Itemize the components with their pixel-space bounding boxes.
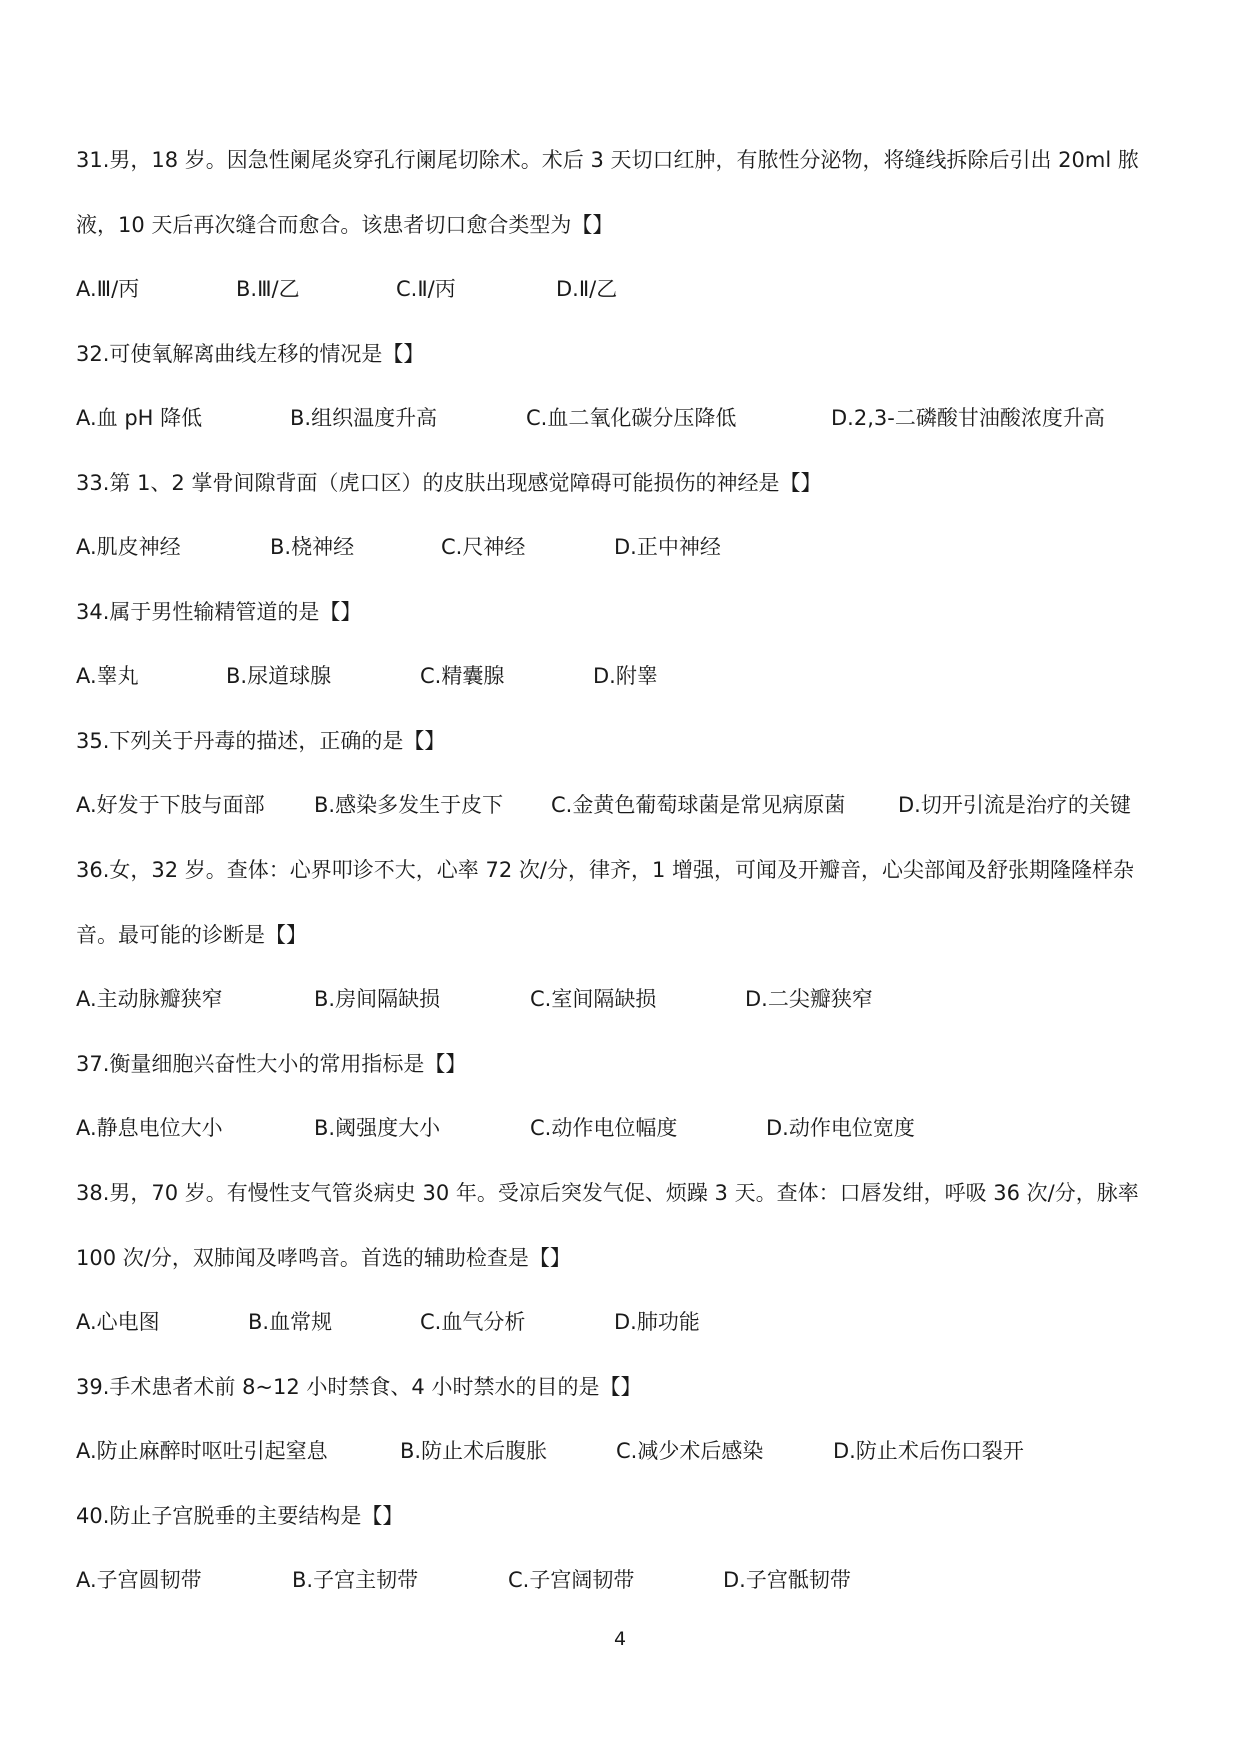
question-32-option-d: D.2,3-二磷酸甘油酸浓度升高 <box>831 406 1105 430</box>
question-35-option-a: A.好发于下肢与面部 <box>76 793 265 817</box>
question-40-option-d: D.子宫骶韧带 <box>723 1568 851 1592</box>
question-34-option-c: C.精囊腺 <box>420 664 505 688</box>
question-32-option-b: B.组织温度升高 <box>290 406 438 430</box>
question-36-option-c: C.室间隔缺损 <box>530 987 657 1011</box>
question-40-option-a: A.子宫圆韧带 <box>76 1568 202 1592</box>
question-31-option-a: A.Ⅲ/丙 <box>76 277 140 301</box>
question-39-option-c: C.减少术后感染 <box>616 1439 764 1463</box>
question-33-option-c: C.尺神经 <box>441 535 526 559</box>
question-31-stem-line-1: 31.男，18 岁。因急性阑尾炎穿孔行阑尾切除术。术后 3 天切口红肿，有脓性分泌物，将缝线拆除后引出 20ml 脓 <box>76 148 1139 172</box>
question-35-option-d: D.切开引流是治疗的关键 <box>898 793 1131 817</box>
question-36-option-d: D.二尖瓣狭窄 <box>745 987 873 1011</box>
question-36-stem-line-2: 音。最可能的诊断是【】 <box>76 923 307 947</box>
question-34-stem: 34.属于男性输精管道的是【】 <box>76 600 362 624</box>
question-31-option-c: C.Ⅱ/丙 <box>396 277 456 301</box>
question-36-stem-line-1: 36.女，32 岁。查体：心界叩诊不大，心率 72 次/分，律齐，1 增强，可闻及开瓣音，心尖部闻及舒张期隆隆样杂 <box>76 858 1134 882</box>
question-38-stem-line-2: 100 次/分，双肺闻及哮鸣音。首选的辅助检查是【】 <box>76 1246 571 1270</box>
question-37-option-a: A.静息电位大小 <box>76 1116 223 1140</box>
question-32-option-c: C.血二氧化碳分压降低 <box>526 406 737 430</box>
question-36-option-b: B.房间隔缺损 <box>314 987 441 1011</box>
question-32-option-a: A.血 pH 降低 <box>76 406 203 430</box>
question-33-option-d: D.正中神经 <box>614 535 721 559</box>
question-40-option-c: C.子宫阔韧带 <box>508 1568 635 1592</box>
question-31-stem-line-2: 液，10 天后再次缝合而愈合。该患者切口愈合类型为【】 <box>76 213 614 237</box>
question-39-option-b: B.防止术后腹胀 <box>400 1439 548 1463</box>
question-38-option-a: A.心电图 <box>76 1310 160 1334</box>
question-38-option-b: B.血常规 <box>248 1310 333 1334</box>
page-number: 4 <box>613 1628 627 1650</box>
question-36-option-a: A.主动脉瓣狭窄 <box>76 987 223 1011</box>
question-35-stem: 35.下列关于丹毒的描述，正确的是【】 <box>76 729 446 753</box>
question-34-option-a: A.睾丸 <box>76 664 139 688</box>
question-38-option-c: C.血气分析 <box>420 1310 526 1334</box>
question-37-option-d: D.动作电位宽度 <box>766 1116 915 1140</box>
question-31-option-b: B.Ⅲ/乙 <box>236 277 300 301</box>
question-34-option-b: B.尿道球腺 <box>226 664 332 688</box>
question-33-option-b: B.桡神经 <box>270 535 355 559</box>
question-32-stem: 32.可使氧解离曲线左移的情况是【】 <box>76 342 425 366</box>
question-40-option-b: B.子宫主韧带 <box>292 1568 419 1592</box>
question-37-option-c: C.动作电位幅度 <box>530 1116 678 1140</box>
question-39-option-a: A.防止麻醉时呕吐引起窒息 <box>76 1439 328 1463</box>
question-39-option-d: D.防止术后伤口裂开 <box>833 1439 1024 1463</box>
question-35-option-c: C.金黄色葡萄球菌是常见病原菌 <box>551 793 846 817</box>
question-31-option-d: D.Ⅱ/乙 <box>556 277 618 301</box>
question-35-option-b: B.感染多发生于皮下 <box>314 793 504 817</box>
question-33-option-a: A.肌皮神经 <box>76 535 181 559</box>
question-37-stem: 37.衡量细胞兴奋性大小的常用指标是【】 <box>76 1052 467 1076</box>
question-34-option-d: D.附睾 <box>593 664 658 688</box>
question-38-stem-line-1: 38.男，70 岁。有慢性支气管炎病史 30 年。受凉后突发气促、烦躁 3 天。查体：口唇发绀，呼吸 36 次/分，脉率 <box>76 1181 1139 1205</box>
question-39-stem: 39.手术患者术前 8~12 小时禁食、4 小时禁水的目的是【】 <box>76 1375 642 1399</box>
question-33-stem: 33.第 1、2 掌骨间隙背面（虎口区）的皮肤出现感觉障碍可能损伤的神经是【】 <box>76 471 822 495</box>
question-40-stem: 40.防止子宫脱垂的主要结构是【】 <box>76 1504 404 1528</box>
question-37-option-b: B.阈强度大小 <box>314 1116 441 1140</box>
question-38-option-d: D.肺功能 <box>614 1310 700 1334</box>
